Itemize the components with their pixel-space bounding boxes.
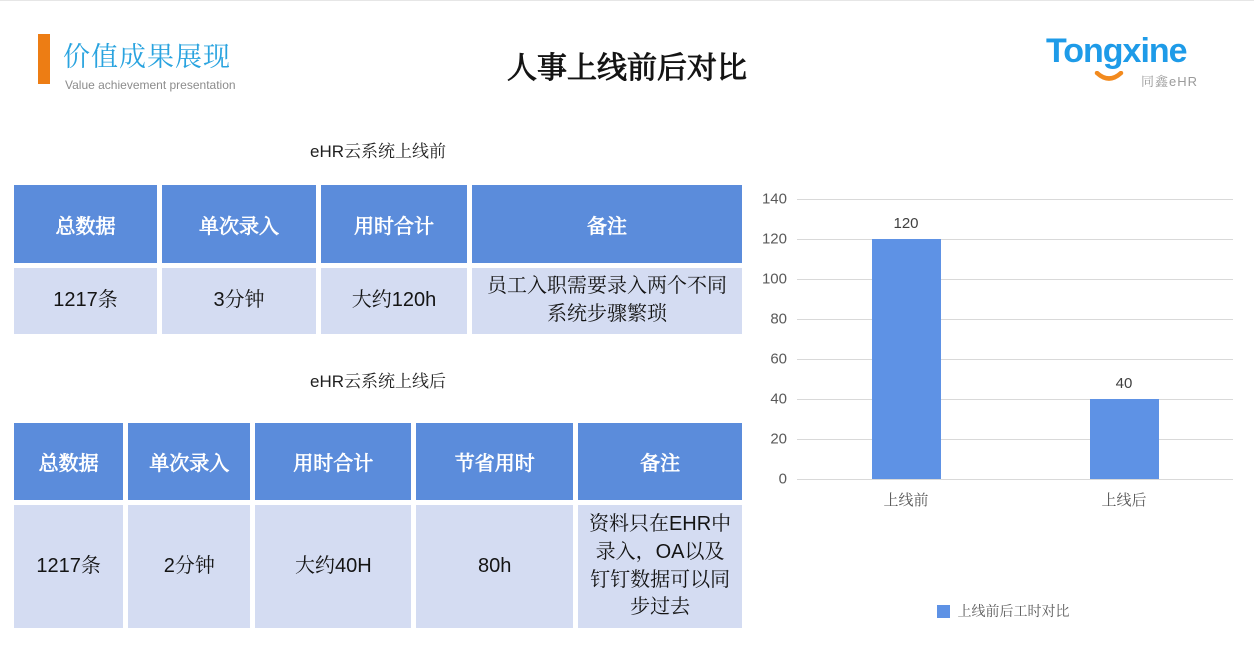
- y-axis-tick-label: 40: [770, 390, 787, 408]
- table-after: [14, 423, 742, 628]
- table-cell: 大约120h: [321, 268, 467, 334]
- section-subtitle: Value achievement presentation: [65, 78, 236, 92]
- y-axis-tick-label: 0: [778, 470, 787, 488]
- chart-legend: [760, 601, 1246, 621]
- table-cell: 1217条: [14, 505, 123, 628]
- y-axis-tick-label: 120: [761, 230, 787, 248]
- table-cell: 2分钟: [128, 505, 250, 628]
- y-axis-tick-label: 100: [761, 270, 787, 288]
- legend-label: 上线前后工时对比: [957, 603, 1070, 619]
- table-header-cell: 用时合计: [255, 423, 411, 500]
- logo-smile-icon: [1094, 70, 1124, 88]
- brand-logo-subtext: 同鑫eHR: [1140, 74, 1198, 90]
- bar-value-label: 120: [893, 215, 919, 232]
- table-cell: 资料只在EHR中录入，OA以及钉钉数据可以同步过去: [578, 505, 742, 628]
- gridline: [797, 479, 1233, 480]
- table-cell: 员工入职需要录入两个不同系统步骤繁琐: [472, 268, 742, 334]
- y-axis-tick-label: 20: [770, 430, 787, 448]
- y-axis-tick-label: 60: [770, 350, 787, 368]
- page-title: 人事上线前后对比: [507, 52, 747, 85]
- gridline: [797, 319, 1233, 320]
- brand-logo: [1046, 33, 1198, 90]
- table-header-cell: 单次录入: [162, 185, 316, 263]
- x-category-label: 上线前: [883, 492, 929, 509]
- table-header-cell: 备注: [472, 185, 742, 263]
- table-header-cell: 总数据: [14, 423, 123, 500]
- accent-bar: [38, 34, 50, 84]
- table-header-cell: 总数据: [14, 185, 157, 263]
- table-before-title: eHR云系统上线前: [309, 142, 446, 161]
- x-category-label: 上线后: [1101, 492, 1147, 509]
- table-header-cell: 用时合计: [321, 185, 467, 263]
- table-cell: 3分钟: [162, 268, 316, 334]
- table-after-title: eHR云系统上线后: [309, 372, 446, 391]
- brand-logo-text: Tongxine: [1046, 32, 1187, 70]
- gridline: [797, 279, 1233, 280]
- gridline: [797, 359, 1233, 360]
- table-cell: 80h: [416, 505, 573, 628]
- bar-上线后: [1090, 399, 1159, 479]
- gridline: [797, 399, 1233, 400]
- y-axis-tick-label: 80: [770, 310, 787, 328]
- section-title: 价值成果展现: [63, 42, 231, 72]
- bar-chart: [760, 187, 1246, 637]
- table-header-cell: 单次录入: [128, 423, 250, 500]
- table-header-cell: 备注: [578, 423, 742, 500]
- gridline: [797, 239, 1233, 240]
- chart-plot-area: [761, 190, 1233, 509]
- bar-value-label: 40: [1115, 375, 1133, 392]
- y-axis-tick-label: 140: [761, 190, 787, 208]
- table-cell: 大约40H: [255, 505, 411, 628]
- table-header-cell: 节省用时: [416, 423, 573, 500]
- table-before: [14, 185, 742, 334]
- bar-上线前: [872, 239, 941, 479]
- gridline: [797, 439, 1233, 440]
- legend-swatch-icon: [937, 605, 950, 618]
- table-cell: 1217条: [14, 268, 157, 334]
- gridline: [797, 199, 1233, 200]
